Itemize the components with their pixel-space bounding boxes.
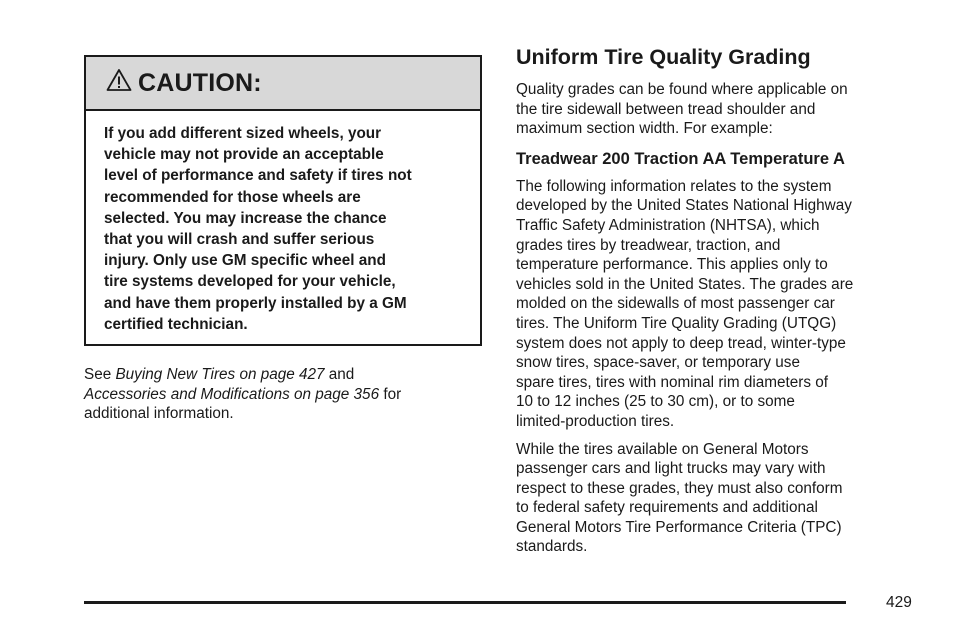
text-line: tires. The Uniform Tire Quality Grading (UTQG): [516, 314, 837, 332]
text-line: molded on the sidewalls of most passenger car: [516, 295, 835, 313]
intro-paragraph: [516, 80, 926, 139]
gm-paragraph: [516, 440, 926, 558]
caution-line: certified technician.: [104, 315, 248, 333]
caution-line: and have them properly installed by a GM: [104, 294, 407, 312]
caution-header: [86, 57, 480, 111]
caution-box: [84, 55, 482, 346]
text-line: the tire sidewall between tread shoulder and: [516, 100, 816, 118]
text-line: General Motors Tire Performance Criteria (TPC): [516, 518, 842, 536]
text-line: temperature performance. This applies only to: [516, 256, 828, 274]
see-end: additional information.: [84, 405, 234, 423]
caution-line: vehicle may not provide an acceptable: [104, 146, 384, 164]
cross-reference-link[interactable]: Accessories and Modifications on page 356: [84, 385, 380, 403]
text-line: to federal safety requirements and additional: [516, 499, 818, 517]
text-line: respect to these grades, they must also conform: [516, 479, 843, 497]
nhtsa-paragraph: [516, 177, 926, 432]
text-line: Traffic Safety Administration (NHTSA), which: [516, 216, 820, 234]
text-line: grades tires by treadwear, traction, and: [516, 236, 781, 254]
see-mid: and: [324, 366, 355, 383]
section-title: Uniform Tire Quality Grading: [516, 45, 811, 69]
caution-line: that you will crash and suffer serious: [104, 231, 375, 249]
see-also-paragraph: [84, 365, 484, 424]
text-line: 10 to 12 inches (25 to 30 cm), or to some: [516, 393, 795, 411]
text-line: limited-production tires.: [516, 412, 675, 430]
cross-reference-link[interactable]: Buying New Tires on page 427: [115, 366, 325, 383]
text-line: Quality grades can be found where applicable on: [516, 81, 848, 98]
text-line: snow tires, space-saver, or temporary use: [516, 354, 800, 372]
text-line: passenger cars and light trucks may vary with: [516, 460, 826, 478]
see-suffix: for: [379, 385, 402, 403]
warning-triangle-icon: [106, 68, 132, 92]
caution-text: [86, 111, 480, 335]
text-line: maximum section width. For example:: [516, 120, 773, 138]
caution-line: If you add different sized wheels, your: [104, 125, 382, 142]
text-line: vehicles sold in the United States. The grades are: [516, 275, 854, 293]
text-line: developed by the United States National Highway: [516, 197, 852, 215]
page-number: 429: [886, 594, 912, 611]
caution-line: recommended for those wheels are: [104, 188, 361, 206]
right-column: [516, 44, 926, 557]
caution-line: injury. Only use GM specific wheel and: [104, 252, 386, 270]
text-line: The following information relates to the system: [516, 177, 832, 195]
caution-line: tire systems developed for your vehicle,: [104, 273, 396, 291]
see-prefix: See: [84, 366, 116, 383]
caution-line: level of performance and safety if tires not: [104, 167, 412, 185]
text-line: standards.: [516, 538, 588, 556]
caution-title: CAUTION:: [138, 68, 262, 97]
grading-example-heading: Treadwear 200 Traction AA Temperature A: [516, 149, 845, 168]
caution-line: selected. You may increase the chance: [104, 209, 387, 227]
text-line: While the tires available on General Motors: [516, 440, 809, 458]
text-line: spare tires, tires with nominal rim diameters of: [516, 373, 828, 391]
text-line: system does not apply to deep tread, winter-type: [516, 334, 846, 352]
footer-rule: [84, 601, 846, 604]
